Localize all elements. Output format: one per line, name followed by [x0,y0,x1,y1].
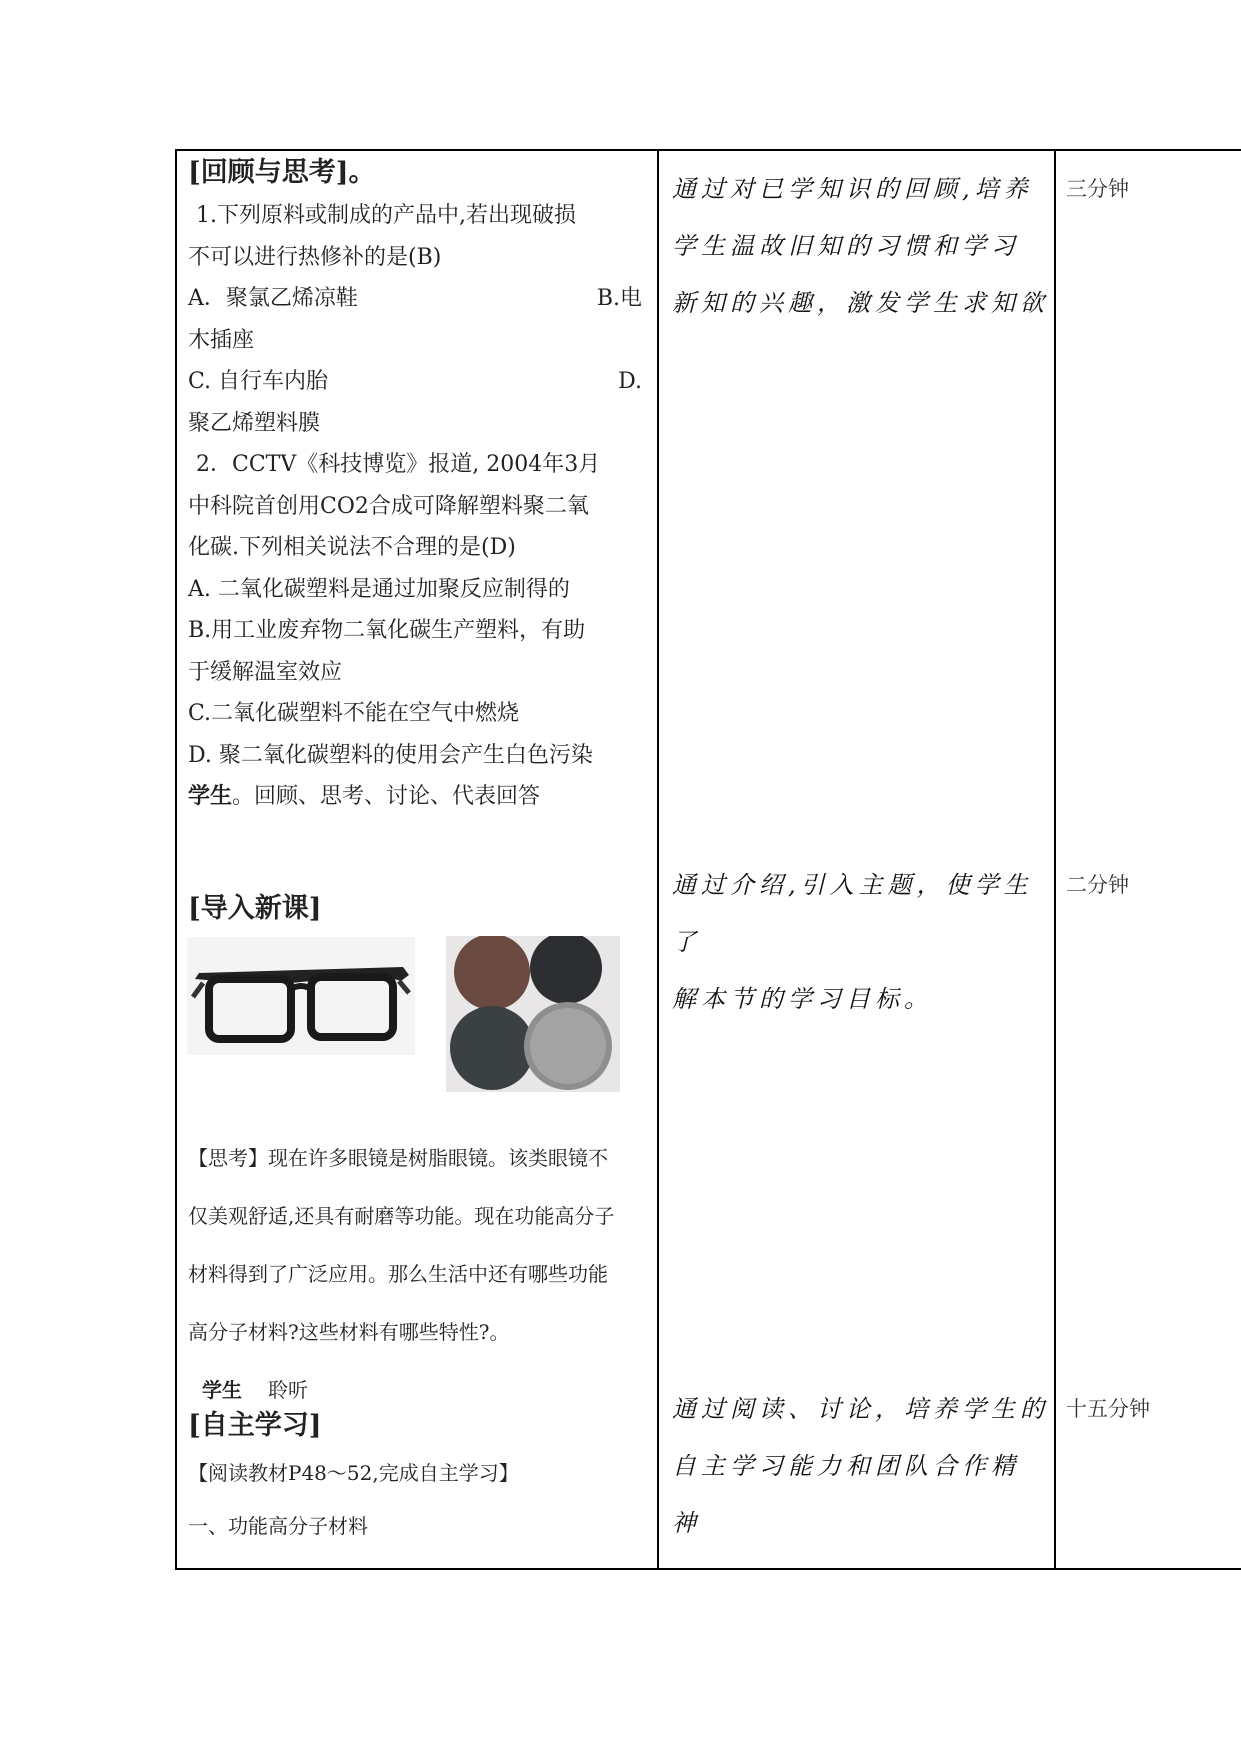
resin-lenses-image [446,936,620,1092]
table-left-border [175,149,177,1570]
self-study-line: 【阅读教材P48～52,完成自主学习】 [188,1461,519,1485]
column-divider-2 [1054,149,1056,1570]
glasses-image [187,937,415,1055]
intro-heading: [导入新课] [188,893,322,924]
q2-option: 于缓解温室效应 [188,659,343,685]
think-line: 高分子材料?这些材料有哪些特性?。 [188,1320,510,1344]
review-intent: 通过对已学知识的回顾,培养 学生温故旧知的习惯和学习 新知的兴趣，激发学生求知欲 [672,175,1049,317]
think-line: 仅美观舒适,还具有耐磨等功能。现在功能高分子 [188,1204,615,1228]
student-activity: 学生。回顾、思考、讨论、代表回答 [188,783,541,809]
review-heading: [回顾与思考]。 [188,157,376,188]
q2-option: A. 二氧化碳塑料是通过加聚反应制得的 [188,576,570,602]
column-divider-1 [657,149,659,1570]
q2-line: 化碳.下列相关说法不合理的是(D) [188,535,516,560]
q2-option: D. 聚二氧化碳塑料的使用会产生白色污染 [188,742,593,768]
q1-option-row: 木插座 [188,327,255,353]
q1-line-1: 1.下列原料或制成的产品中,若出现破损 [196,203,576,228]
q2-line: 中科院首创用CO2合成可降解塑料聚二氧 [188,493,589,519]
intro-think [188,1129,652,1419]
q1-option-row: 聚乙烯塑料膜 [188,410,321,436]
self-study-time: 十五分钟 [1066,1397,1150,1421]
think-line: 材料得到了广泛应用。那么生活中还有哪些功能 [188,1262,608,1286]
intro-intent: 通过介绍,引入主题，使学生了 解本节的学习目标。 [672,871,1033,1013]
q1-option-row: A．聚氯乙烯凉鞋 B.电 [188,286,642,311]
self-study-line: 一、功能高分子材料 [188,1514,368,1538]
intro-section [188,889,652,929]
q1-option-row: C. 自行车内胎 D. [188,369,642,394]
review-time: 三分钟 [1066,177,1129,201]
self-study-intent: 通过阅读、讨论，培养学生的 自主学习能力和团队合作精 神 [672,1395,1049,1537]
intro-time: 二分钟 [1066,873,1129,897]
q1-line-2: 不可以进行热修补的是(B) [188,244,442,270]
q2-line: 2．CCTV《科技博览》报道, 2004年3月 [196,452,601,477]
think-line: 【思考】现在许多眼镜是树脂眼镜。该类眼镜不 [188,1146,608,1170]
q2-option: B.用工业废弃物二氧化碳生产塑料，有助 [188,618,586,643]
lesson-table [175,149,1241,1570]
self-study-heading: [自主学习] [188,1410,322,1441]
review-section [188,153,652,818]
q2-option: C.二氧化碳塑料不能在空气中燃烧 [188,701,520,726]
table-top-border [175,149,1241,151]
table-bottom-border [175,1568,1241,1570]
student-activity: 学生 聆听 [202,1378,308,1402]
self-study-section [188,1406,652,1552]
